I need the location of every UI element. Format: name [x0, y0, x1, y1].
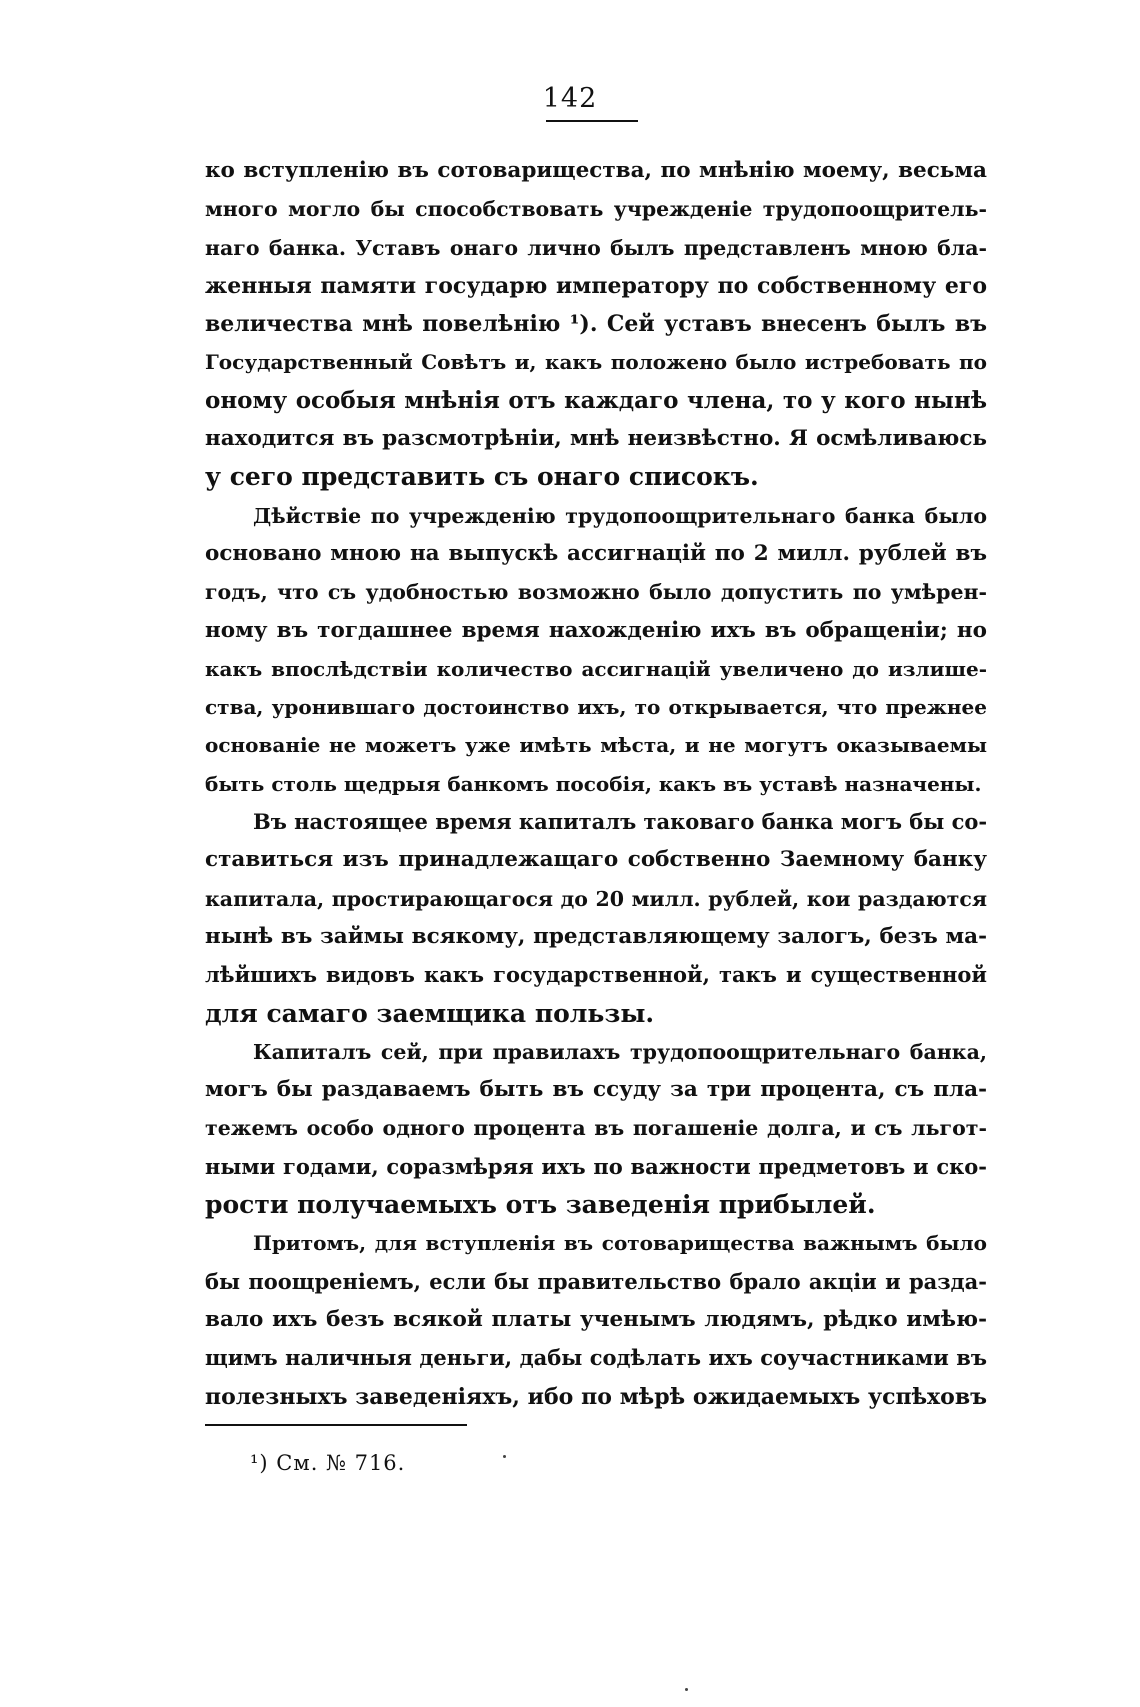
text-line: Капиталъ сей, при правилахъ трудопоощрительнаго банка,: [253, 1039, 987, 1064]
page-number: 142: [542, 83, 598, 114]
text-line: годъ, что съ удобностью возможно было допустить по умѣрен-: [205, 580, 987, 605]
text-line: ными годами, соразмѣряя ихъ по важности предметовъ и ско-: [205, 1153, 987, 1179]
text-line: ному въ тогдашнее время нахожденiю ихъ въ обращенiи; но: [205, 617, 987, 643]
text-line: ставиться изъ принадлежащаго собственно Заемному банку: [205, 847, 987, 873]
text-line: величества мнѣ повелѣнiю ¹). Сей уставъ внесенъ былъ въ: [205, 311, 987, 338]
text-line: женныя памяти государю императору по собственному его: [205, 272, 987, 299]
text-line: Притомъ, для вступленiя въ сотоварищества важнымъ было: [253, 1231, 987, 1256]
footnote-separator: [205, 1424, 467, 1426]
text-line: какъ впослѣдствiи количество ассигнацiй увеличено до излише-: [205, 656, 987, 681]
text-line: щимъ наличныя деньги, дабы содѣлать ихъ соучастниками въ: [205, 1345, 987, 1371]
text-line: для самаго заемщика пользы.: [205, 998, 655, 1028]
text-line: ства, уронившаго достоинство ихъ, то открывается, что прежнее: [205, 695, 987, 720]
page-number-underline: [546, 120, 638, 122]
text-line: Государственный Совѣтъ и, какъ положено было истребовать по: [205, 350, 987, 375]
text-line: Въ настоящее время капиталъ таковаго банка могъ бы со-: [253, 809, 987, 835]
text-line: могъ бы раздаваемъ быть въ ссуду за три процента, съ пла-: [205, 1077, 987, 1103]
text-line: тежемъ особо одного процента въ погашенiе долга, и съ льгот-: [205, 1116, 987, 1141]
text-line: нынѣ въ займы всякому, представляющему залогъ, безъ ма-: [205, 923, 987, 949]
body-text: [205, 152, 987, 1416]
text-line: рости получаемыхъ отъ заведенiя прибылей.: [205, 1190, 876, 1220]
text-line: лѣйшихъ видовъ какъ государственной, такъ и существенной: [205, 962, 987, 988]
print-speck: [503, 1455, 506, 1458]
text-line: наго банка. Уставъ онаго лично былъ представленъ мною бла-: [205, 235, 987, 260]
text-line: находится въ разсмотрѣнiи, мнѣ неизвѣстно. Я осмѣливаюсь: [205, 426, 987, 452]
text-line: ко вступленiю въ сотоварищества, по мнѣнiю моему, весьма: [205, 158, 987, 183]
print-speck: [685, 1688, 688, 1691]
text-line: быть столь щедрыя банкомъ пособiя, какъ въ уставѣ назначены.: [205, 771, 982, 796]
text-line: много могло бы способствовать учрежденiе трудопоощритель-: [205, 197, 987, 222]
text-line: вало ихъ безъ всякой платы ученымъ людямъ, рѣдко имѣю-: [205, 1306, 987, 1332]
text-line: оному особыя мнѣнiя отъ каждаго члена, то у кого нынѣ: [205, 386, 987, 414]
footnote: ¹) См. № 716.: [250, 1451, 406, 1475]
text-line: бы поощренiемъ, если бы правительство брало акцiи и разда-: [205, 1268, 987, 1294]
text-line: основанiе не можетъ уже имѣть мѣста, и не могутъ оказываемы: [205, 733, 987, 758]
text-line: Дѣйствiе по учрежденiю трудопоощрительнаго банка было: [253, 503, 987, 528]
text-line: капитала, простирающагося до 20 милл. рублей, кои раздаются: [205, 886, 987, 911]
text-line: полезныхъ заведенiяхъ, ибо по мѣрѣ ожидаемыхъ успѣховъ: [205, 1383, 987, 1410]
text-line: у сего представить съ онаго списокъ.: [205, 462, 759, 492]
text-line: основано мною на выпускѣ ассигнацiй по 2 милл. рублей въ: [205, 540, 987, 566]
